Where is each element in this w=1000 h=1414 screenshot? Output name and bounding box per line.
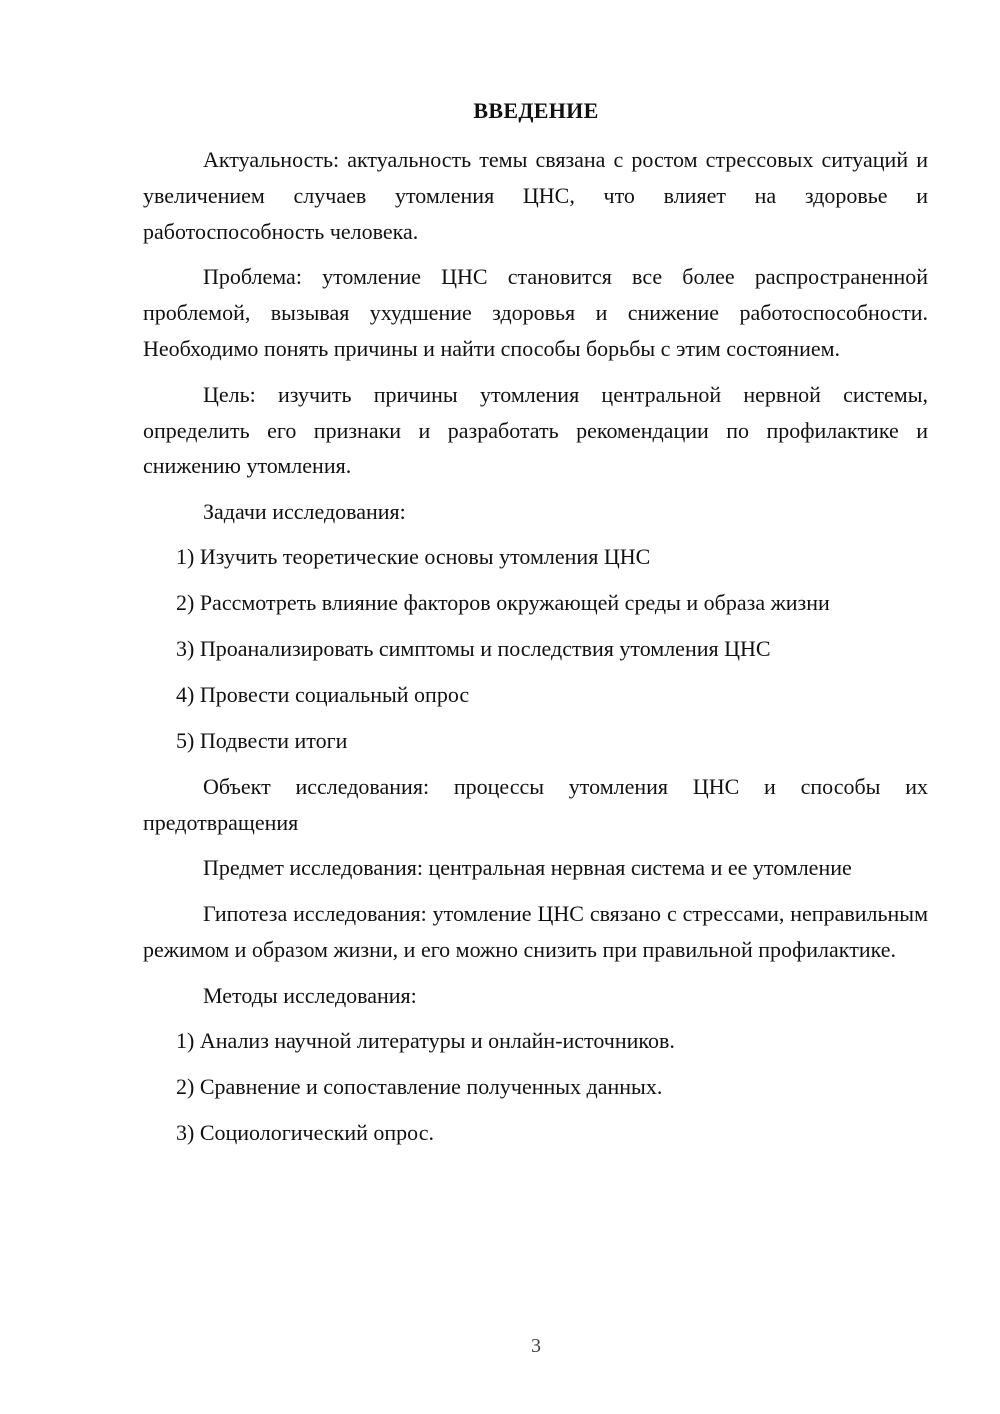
- subject-paragraph: Предмет исследования: центральная нервная система и ее утомление: [203, 855, 852, 881]
- method-item: 2) Сравнение и сопоставление полученных данных.: [176, 1073, 663, 1099]
- task-item: 4) Провести социальный опрос: [176, 681, 470, 707]
- method-item: 3) Социологический опрос.: [176, 1119, 434, 1145]
- tasks-label: Задачи исследования:: [203, 499, 406, 525]
- document-body: [143, 142, 928, 1161]
- methods-label: Методы исследования:: [203, 982, 417, 1008]
- goal-paragraph: Цель: изучить причины утомления центральной нервной системы, определить его признаки и разработать рекомендации по профилактике и снижению утомления.: [143, 381, 928, 479]
- page-number: 3: [531, 1335, 541, 1357]
- method-item: 1) Анализ научной литературы и онлайн-источников.: [176, 1027, 675, 1053]
- hypothesis-paragraph: Гипотеза исследования: утомление ЦНС связано с стрессами, неправильным режимом и образом жизни, и его можно снизить при правильной профилактике.: [143, 901, 928, 963]
- object-paragraph: Объект исследования: процессы утомления ЦНС и способы их предотвращения: [143, 773, 928, 835]
- relevance-paragraph: Актуальность: актуальность темы связана с ростом стрессовых ситуаций и увеличением случаев утомления ЦНС, что влияет на здоровье и работоспособность человека.: [143, 147, 928, 244]
- task-item: 1) Изучить теоретические основы утомления ЦНС: [176, 543, 651, 569]
- task-item: 5) Подвести итоги: [176, 727, 348, 753]
- task-item: 2) Рассмотреть влияние факторов окружающей среды и образа жизни: [176, 589, 830, 615]
- problem-paragraph: Проблема: утомление ЦНС становится все более распространенной проблемой, вызывая ухудшение здоровья и снижение работоспособности. Необходимо понять причины и найти способы борьбы с этим состоянием.: [143, 264, 928, 361]
- task-item: 3) Проанализировать симптомы и последствия утомления ЦНС: [176, 635, 771, 661]
- page-heading: ВВЕДЕНИЕ: [473, 98, 599, 123]
